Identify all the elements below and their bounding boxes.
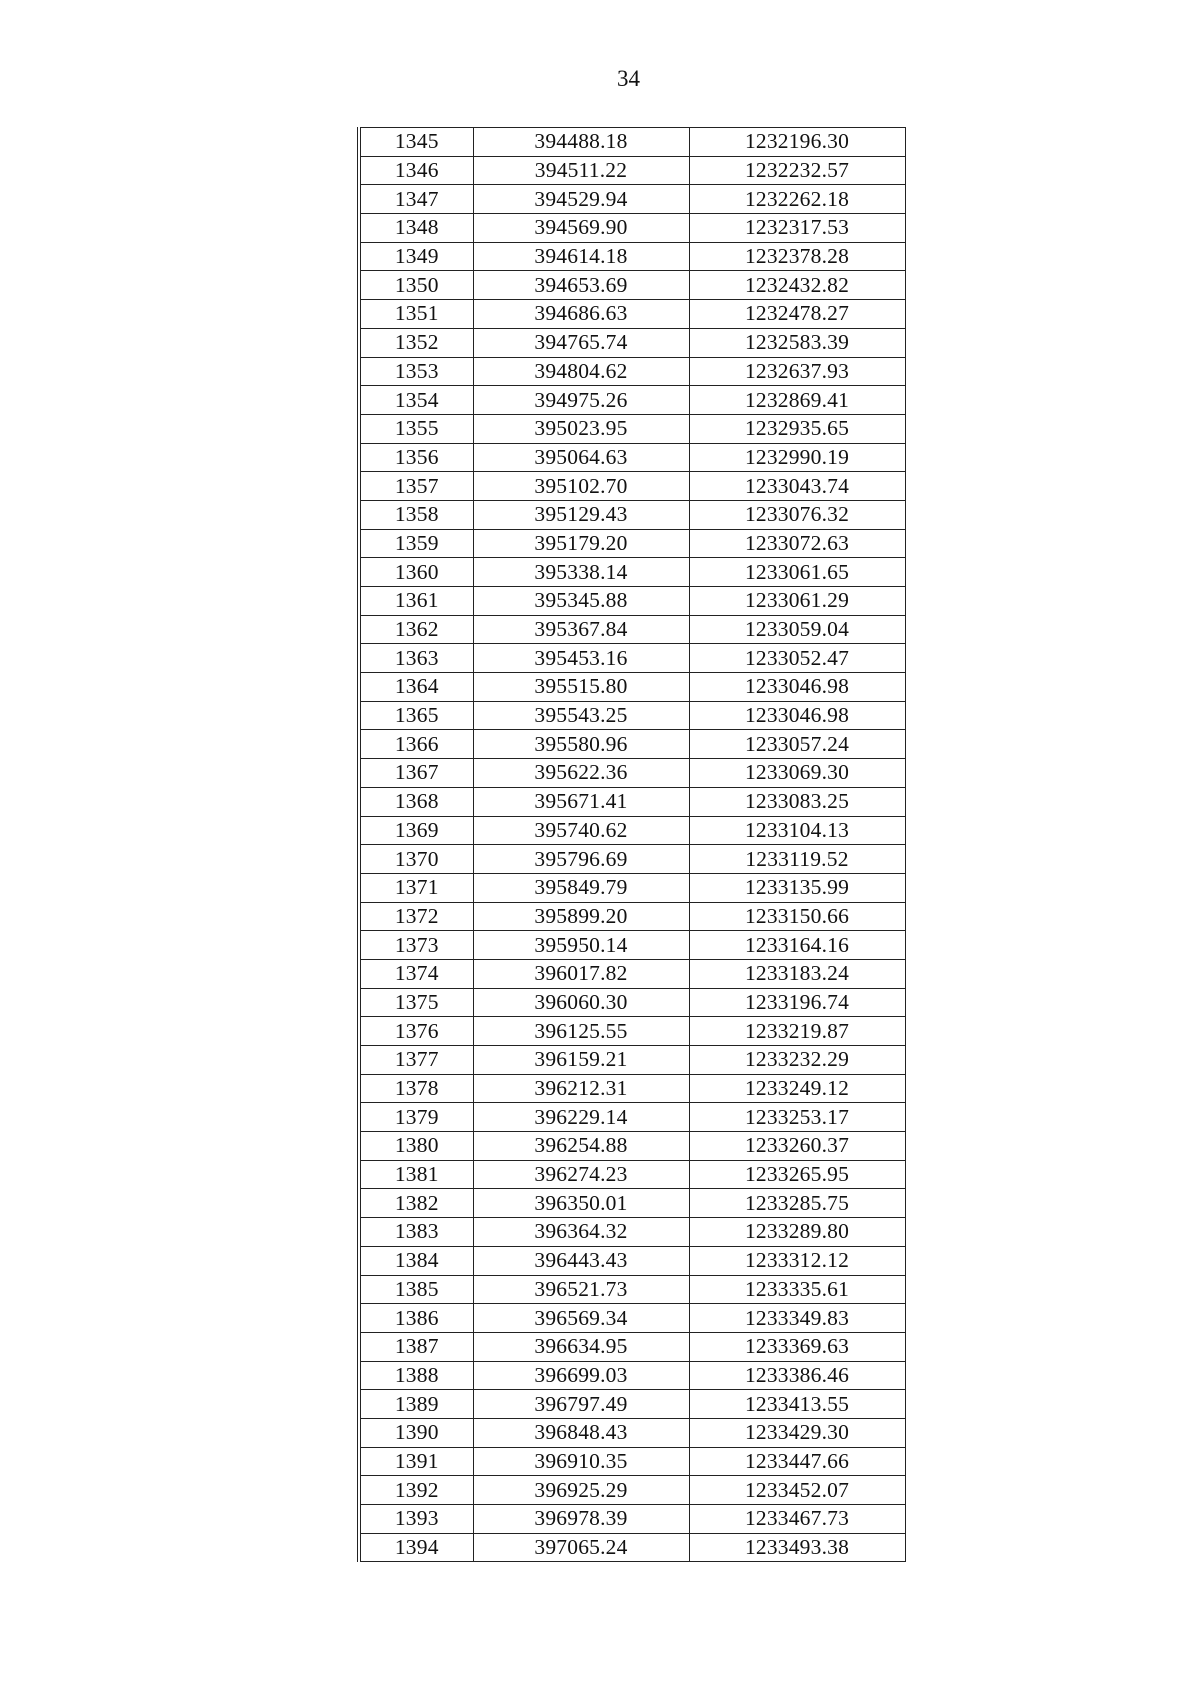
table-row	[359, 1418, 905, 1447]
table-row	[359, 1505, 905, 1534]
x-coordinate-cell: 396017.82	[473, 959, 689, 988]
point-number-cell: 1378	[359, 1074, 473, 1103]
table-row	[359, 300, 905, 329]
x-coordinate-cell: 395179.20	[473, 529, 689, 558]
point-number-cell: 1347	[359, 185, 473, 214]
x-coordinate-cell: 396978.39	[473, 1505, 689, 1534]
point-number-cell: 1393	[359, 1505, 473, 1534]
x-coordinate-cell: 396350.01	[473, 1189, 689, 1218]
y-coordinate-cell: 1232935.65	[689, 414, 905, 443]
point-number-cell: 1375	[359, 988, 473, 1017]
y-coordinate-cell: 1233135.99	[689, 873, 905, 902]
point-number-cell: 1363	[359, 644, 473, 673]
y-coordinate-cell: 1233289.80	[689, 1218, 905, 1247]
y-coordinate-cell: 1232637.93	[689, 357, 905, 386]
x-coordinate-cell: 394975.26	[473, 386, 689, 415]
x-coordinate-cell: 395580.96	[473, 730, 689, 759]
table-row	[359, 386, 905, 415]
x-coordinate-cell: 396125.55	[473, 1017, 689, 1046]
point-number-cell: 1354	[359, 386, 473, 415]
x-coordinate-cell: 394804.62	[473, 357, 689, 386]
point-number-cell: 1372	[359, 902, 473, 931]
table-row	[359, 988, 905, 1017]
table-row	[359, 759, 905, 788]
y-coordinate-cell: 1232478.27	[689, 300, 905, 329]
x-coordinate-cell: 394765.74	[473, 328, 689, 357]
x-coordinate-cell: 396254.88	[473, 1132, 689, 1161]
y-coordinate-cell: 1233249.12	[689, 1074, 905, 1103]
y-coordinate-cell: 1233046.98	[689, 673, 905, 702]
point-number-cell: 1352	[359, 328, 473, 357]
point-number-cell: 1353	[359, 357, 473, 386]
x-coordinate-cell: 394529.94	[473, 185, 689, 214]
table-row	[359, 1246, 905, 1275]
table-row	[359, 1332, 905, 1361]
table-row	[359, 558, 905, 587]
point-number-cell: 1364	[359, 673, 473, 702]
y-coordinate-cell: 1233196.74	[689, 988, 905, 1017]
point-number-cell: 1358	[359, 500, 473, 529]
table-row	[359, 529, 905, 558]
y-coordinate-cell: 1233493.38	[689, 1533, 905, 1562]
y-coordinate-cell: 1233452.07	[689, 1476, 905, 1505]
point-number-cell: 1384	[359, 1246, 473, 1275]
point-number-cell: 1382	[359, 1189, 473, 1218]
table-row	[359, 1476, 905, 1505]
table-row	[359, 443, 905, 472]
x-coordinate-cell: 395102.70	[473, 472, 689, 501]
table-row	[359, 644, 905, 673]
x-coordinate-cell: 396634.95	[473, 1332, 689, 1361]
table-row	[359, 156, 905, 185]
y-coordinate-cell: 1232196.30	[689, 128, 905, 157]
table-row	[359, 1189, 905, 1218]
table-row	[359, 1304, 905, 1333]
y-coordinate-cell: 1233349.83	[689, 1304, 905, 1333]
table-row	[359, 128, 905, 157]
x-coordinate-cell: 395367.84	[473, 615, 689, 644]
x-coordinate-cell: 396521.73	[473, 1275, 689, 1304]
y-coordinate-cell: 1233335.61	[689, 1275, 905, 1304]
point-number-cell: 1349	[359, 242, 473, 271]
y-coordinate-cell: 1233061.29	[689, 587, 905, 616]
point-number-cell: 1394	[359, 1533, 473, 1562]
table-row	[359, 873, 905, 902]
table-row	[359, 845, 905, 874]
y-coordinate-cell: 1233061.65	[689, 558, 905, 587]
x-coordinate-cell: 397065.24	[473, 1533, 689, 1562]
x-coordinate-cell: 395671.41	[473, 787, 689, 816]
point-number-cell: 1359	[359, 529, 473, 558]
table-row	[359, 959, 905, 988]
x-coordinate-cell: 396060.30	[473, 988, 689, 1017]
point-number-cell: 1379	[359, 1103, 473, 1132]
point-number-cell: 1374	[359, 959, 473, 988]
y-coordinate-cell: 1233059.04	[689, 615, 905, 644]
table-row	[359, 1132, 905, 1161]
x-coordinate-cell: 395950.14	[473, 931, 689, 960]
point-number-cell: 1370	[359, 845, 473, 874]
y-coordinate-cell: 1233386.46	[689, 1361, 905, 1390]
point-number-cell: 1387	[359, 1332, 473, 1361]
x-coordinate-cell: 395740.62	[473, 816, 689, 845]
point-number-cell: 1355	[359, 414, 473, 443]
table-row	[359, 328, 905, 357]
y-coordinate-cell: 1233150.66	[689, 902, 905, 931]
table-row	[359, 673, 905, 702]
table-row	[359, 1533, 905, 1562]
y-coordinate-cell: 1233467.73	[689, 1505, 905, 1534]
y-coordinate-cell: 1233183.24	[689, 959, 905, 988]
coordinates-table	[357, 127, 906, 1562]
x-coordinate-cell: 395129.43	[473, 500, 689, 529]
table-row	[359, 587, 905, 616]
point-number-cell: 1385	[359, 1275, 473, 1304]
x-coordinate-cell: 395899.20	[473, 902, 689, 931]
y-coordinate-cell: 1233447.66	[689, 1447, 905, 1476]
table-row	[359, 787, 905, 816]
point-number-cell: 1367	[359, 759, 473, 788]
table-row	[359, 615, 905, 644]
x-coordinate-cell: 396699.03	[473, 1361, 689, 1390]
x-coordinate-cell: 396229.14	[473, 1103, 689, 1132]
table-row	[359, 1275, 905, 1304]
page-number: 34	[617, 66, 640, 91]
x-coordinate-cell: 396797.49	[473, 1390, 689, 1419]
x-coordinate-cell: 396274.23	[473, 1160, 689, 1189]
point-number-cell: 1348	[359, 214, 473, 243]
y-coordinate-cell: 1233312.12	[689, 1246, 905, 1275]
table-row	[359, 816, 905, 845]
table-row	[359, 357, 905, 386]
y-coordinate-cell: 1233104.13	[689, 816, 905, 845]
y-coordinate-cell: 1233265.95	[689, 1160, 905, 1189]
x-coordinate-cell: 396212.31	[473, 1074, 689, 1103]
y-coordinate-cell: 1233052.47	[689, 644, 905, 673]
y-coordinate-cell: 1232232.57	[689, 156, 905, 185]
table-row	[359, 701, 905, 730]
table-row	[359, 271, 905, 300]
x-coordinate-cell: 395064.63	[473, 443, 689, 472]
point-number-cell: 1383	[359, 1218, 473, 1247]
y-coordinate-cell: 1233413.55	[689, 1390, 905, 1419]
point-number-cell: 1360	[359, 558, 473, 587]
x-coordinate-cell: 396925.29	[473, 1476, 689, 1505]
point-number-cell: 1392	[359, 1476, 473, 1505]
y-coordinate-cell: 1233429.30	[689, 1418, 905, 1447]
table-row	[359, 1218, 905, 1247]
table-row	[359, 931, 905, 960]
coordinates-table-body	[359, 128, 905, 1562]
point-number-cell: 1388	[359, 1361, 473, 1390]
y-coordinate-cell: 1233232.29	[689, 1046, 905, 1075]
table-row	[359, 500, 905, 529]
point-number-cell: 1389	[359, 1390, 473, 1419]
x-coordinate-cell: 395515.80	[473, 673, 689, 702]
table-row	[359, 730, 905, 759]
point-number-cell: 1391	[359, 1447, 473, 1476]
table-row	[359, 472, 905, 501]
table-row	[359, 1074, 905, 1103]
y-coordinate-cell: 1233057.24	[689, 730, 905, 759]
x-coordinate-cell: 394488.18	[473, 128, 689, 157]
point-number-cell: 1376	[359, 1017, 473, 1046]
point-number-cell: 1351	[359, 300, 473, 329]
point-number-cell: 1346	[359, 156, 473, 185]
y-coordinate-cell: 1232432.82	[689, 271, 905, 300]
y-coordinate-cell: 1232262.18	[689, 185, 905, 214]
x-coordinate-cell: 396159.21	[473, 1046, 689, 1075]
x-coordinate-cell: 396848.43	[473, 1418, 689, 1447]
point-number-cell: 1356	[359, 443, 473, 472]
y-coordinate-cell: 1232317.53	[689, 214, 905, 243]
y-coordinate-cell: 1233076.32	[689, 500, 905, 529]
table-row	[359, 414, 905, 443]
y-coordinate-cell: 1233119.52	[689, 845, 905, 874]
point-number-cell: 1350	[359, 271, 473, 300]
table-row	[359, 902, 905, 931]
y-coordinate-cell: 1233260.37	[689, 1132, 905, 1161]
point-number-cell: 1368	[359, 787, 473, 816]
point-number-cell: 1361	[359, 587, 473, 616]
y-coordinate-cell: 1232583.39	[689, 328, 905, 357]
point-number-cell: 1377	[359, 1046, 473, 1075]
x-coordinate-cell: 395345.88	[473, 587, 689, 616]
x-coordinate-cell: 396443.43	[473, 1246, 689, 1275]
point-number-cell: 1373	[359, 931, 473, 960]
y-coordinate-cell: 1233253.17	[689, 1103, 905, 1132]
y-coordinate-cell: 1233046.98	[689, 701, 905, 730]
point-number-cell: 1380	[359, 1132, 473, 1161]
x-coordinate-cell: 395543.25	[473, 701, 689, 730]
point-number-cell: 1357	[359, 472, 473, 501]
x-coordinate-cell: 395796.69	[473, 845, 689, 874]
table-row	[359, 214, 905, 243]
point-number-cell: 1371	[359, 873, 473, 902]
table-row	[359, 185, 905, 214]
x-coordinate-cell: 395023.95	[473, 414, 689, 443]
x-coordinate-cell: 396569.34	[473, 1304, 689, 1333]
point-number-cell: 1365	[359, 701, 473, 730]
table-row	[359, 1447, 905, 1476]
table-row	[359, 1361, 905, 1390]
y-coordinate-cell: 1233072.63	[689, 529, 905, 558]
table-row	[359, 1017, 905, 1046]
x-coordinate-cell: 395453.16	[473, 644, 689, 673]
y-coordinate-cell: 1233069.30	[689, 759, 905, 788]
y-coordinate-cell: 1233219.87	[689, 1017, 905, 1046]
y-coordinate-cell: 1232990.19	[689, 443, 905, 472]
table-row	[359, 1390, 905, 1419]
table-row	[359, 1103, 905, 1132]
y-coordinate-cell: 1233164.16	[689, 931, 905, 960]
y-coordinate-cell: 1233043.74	[689, 472, 905, 501]
y-coordinate-cell: 1233083.25	[689, 787, 905, 816]
y-coordinate-cell: 1233369.63	[689, 1332, 905, 1361]
point-number-cell: 1345	[359, 128, 473, 157]
x-coordinate-cell: 394686.63	[473, 300, 689, 329]
point-number-cell: 1362	[359, 615, 473, 644]
x-coordinate-cell: 394653.69	[473, 271, 689, 300]
x-coordinate-cell: 395849.79	[473, 873, 689, 902]
point-number-cell: 1390	[359, 1418, 473, 1447]
y-coordinate-cell: 1232378.28	[689, 242, 905, 271]
point-number-cell: 1381	[359, 1160, 473, 1189]
y-coordinate-cell: 1232869.41	[689, 386, 905, 415]
y-coordinate-cell: 1233285.75	[689, 1189, 905, 1218]
x-coordinate-cell: 394614.18	[473, 242, 689, 271]
point-number-cell: 1386	[359, 1304, 473, 1333]
table-row	[359, 1160, 905, 1189]
x-coordinate-cell: 395338.14	[473, 558, 689, 587]
x-coordinate-cell: 394569.90	[473, 214, 689, 243]
point-number-cell: 1369	[359, 816, 473, 845]
x-coordinate-cell: 395622.36	[473, 759, 689, 788]
x-coordinate-cell: 396910.35	[473, 1447, 689, 1476]
x-coordinate-cell: 396364.32	[473, 1218, 689, 1247]
point-number-cell: 1366	[359, 730, 473, 759]
table-row	[359, 242, 905, 271]
table-row	[359, 1046, 905, 1075]
x-coordinate-cell: 394511.22	[473, 156, 689, 185]
